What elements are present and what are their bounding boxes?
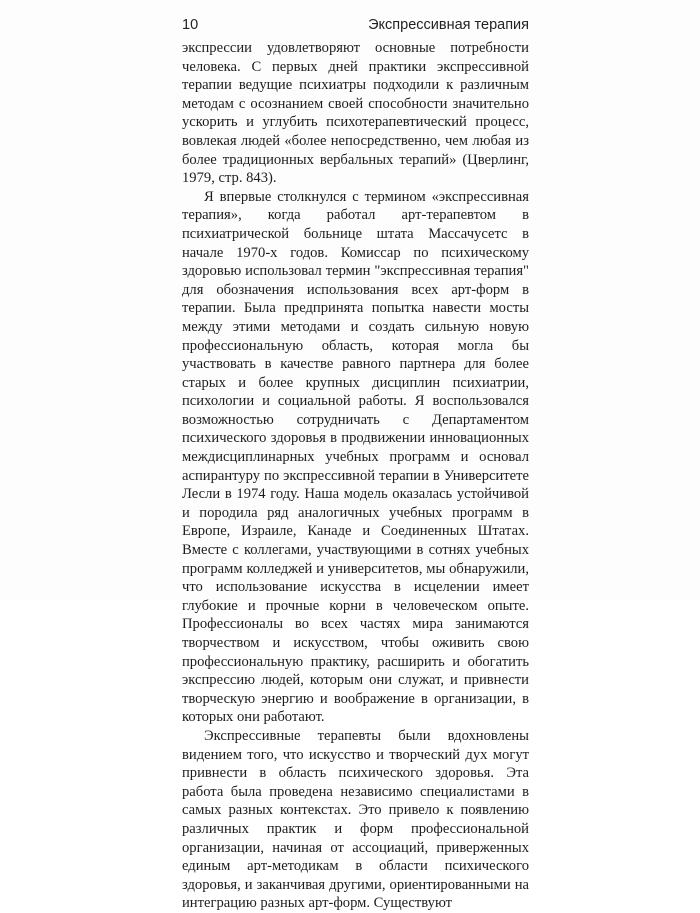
running-head	[182, 14, 529, 38]
paragraph-3: Экспрессивные терапевты были вдохновлены видением того, что искусство и творческий дух могут привнести в область психического здоровья. Эта работа была проведена независимо специалистами в самых разных контекстах. Это привело к появлению различных практик и форм профессиональной организации, начиная от ассоциаций, приверженных единым арт-методикам в области психического здоровья, и заканчивая другими, ориентированными на интеграцию разных арт-форм. Существуют	[182, 727, 529, 912]
paragraph-1: экспрессии удовлетворяют основные потребности человека. С первых дней практики экспрессивной терапии ведущие психиатры подходили к различным методам с осознанием своей способности значительно ускорить и углубить психотерапевтический процесс, вовлекая людей «более непосредственно, чем любая из более традиционных вербальных терапий» (Цверлинг, 1979, стр. 843).	[182, 40, 529, 187]
page-number: 10	[182, 17, 199, 33]
body-text	[182, 39, 529, 913]
running-title: Экспрессивная терапия	[368, 17, 529, 33]
paragraph-2: Я впервые столкнулся с термином «экспрессивная терапия», когда работал арт-терапевтом в психиатрической больнице штата Массачусетс в начале 1970-х годов. Комиссар по психическому здоровью использовал термин "экспрессивная терапия" для обозначения использования всех арт-форм в терапии. Была предпринята попытка навести мосты между этими методами и создать сильную новую профессиональную область, которая могла бы участвовать в качестве равного партнера для более старых и более крупных дисциплин психиатрии, психологии и социальной работы. Я воспользовался возможностью сотрудничать с Департаментом психического здоровья в продвижении инновационных междисциплинарных учебных программ и основал аспирантуру по экспрессивной терапии в Университете Лесли в 1974 году. Наша модель оказалась устойчивой и породила ряд аналогичных учебных программ в Европе, Израиле, Канаде и Соединенных Штатах. Вместе с коллегами, участвующими в сотнях учебных программ колледжей и университетов, мы обнаружили, что использование искусства в исцелении имеет глубокие и прочные корни в человеческом опыте. Профессионалы во всех частях мира занимаются творчеством и искусством, чтобы оживить свою профессиональную практику, расширить и обогатить экспрессию людей, которым они служат, и привнести творческую энергию и воображение в организации, в которых они работают.	[182, 188, 529, 726]
